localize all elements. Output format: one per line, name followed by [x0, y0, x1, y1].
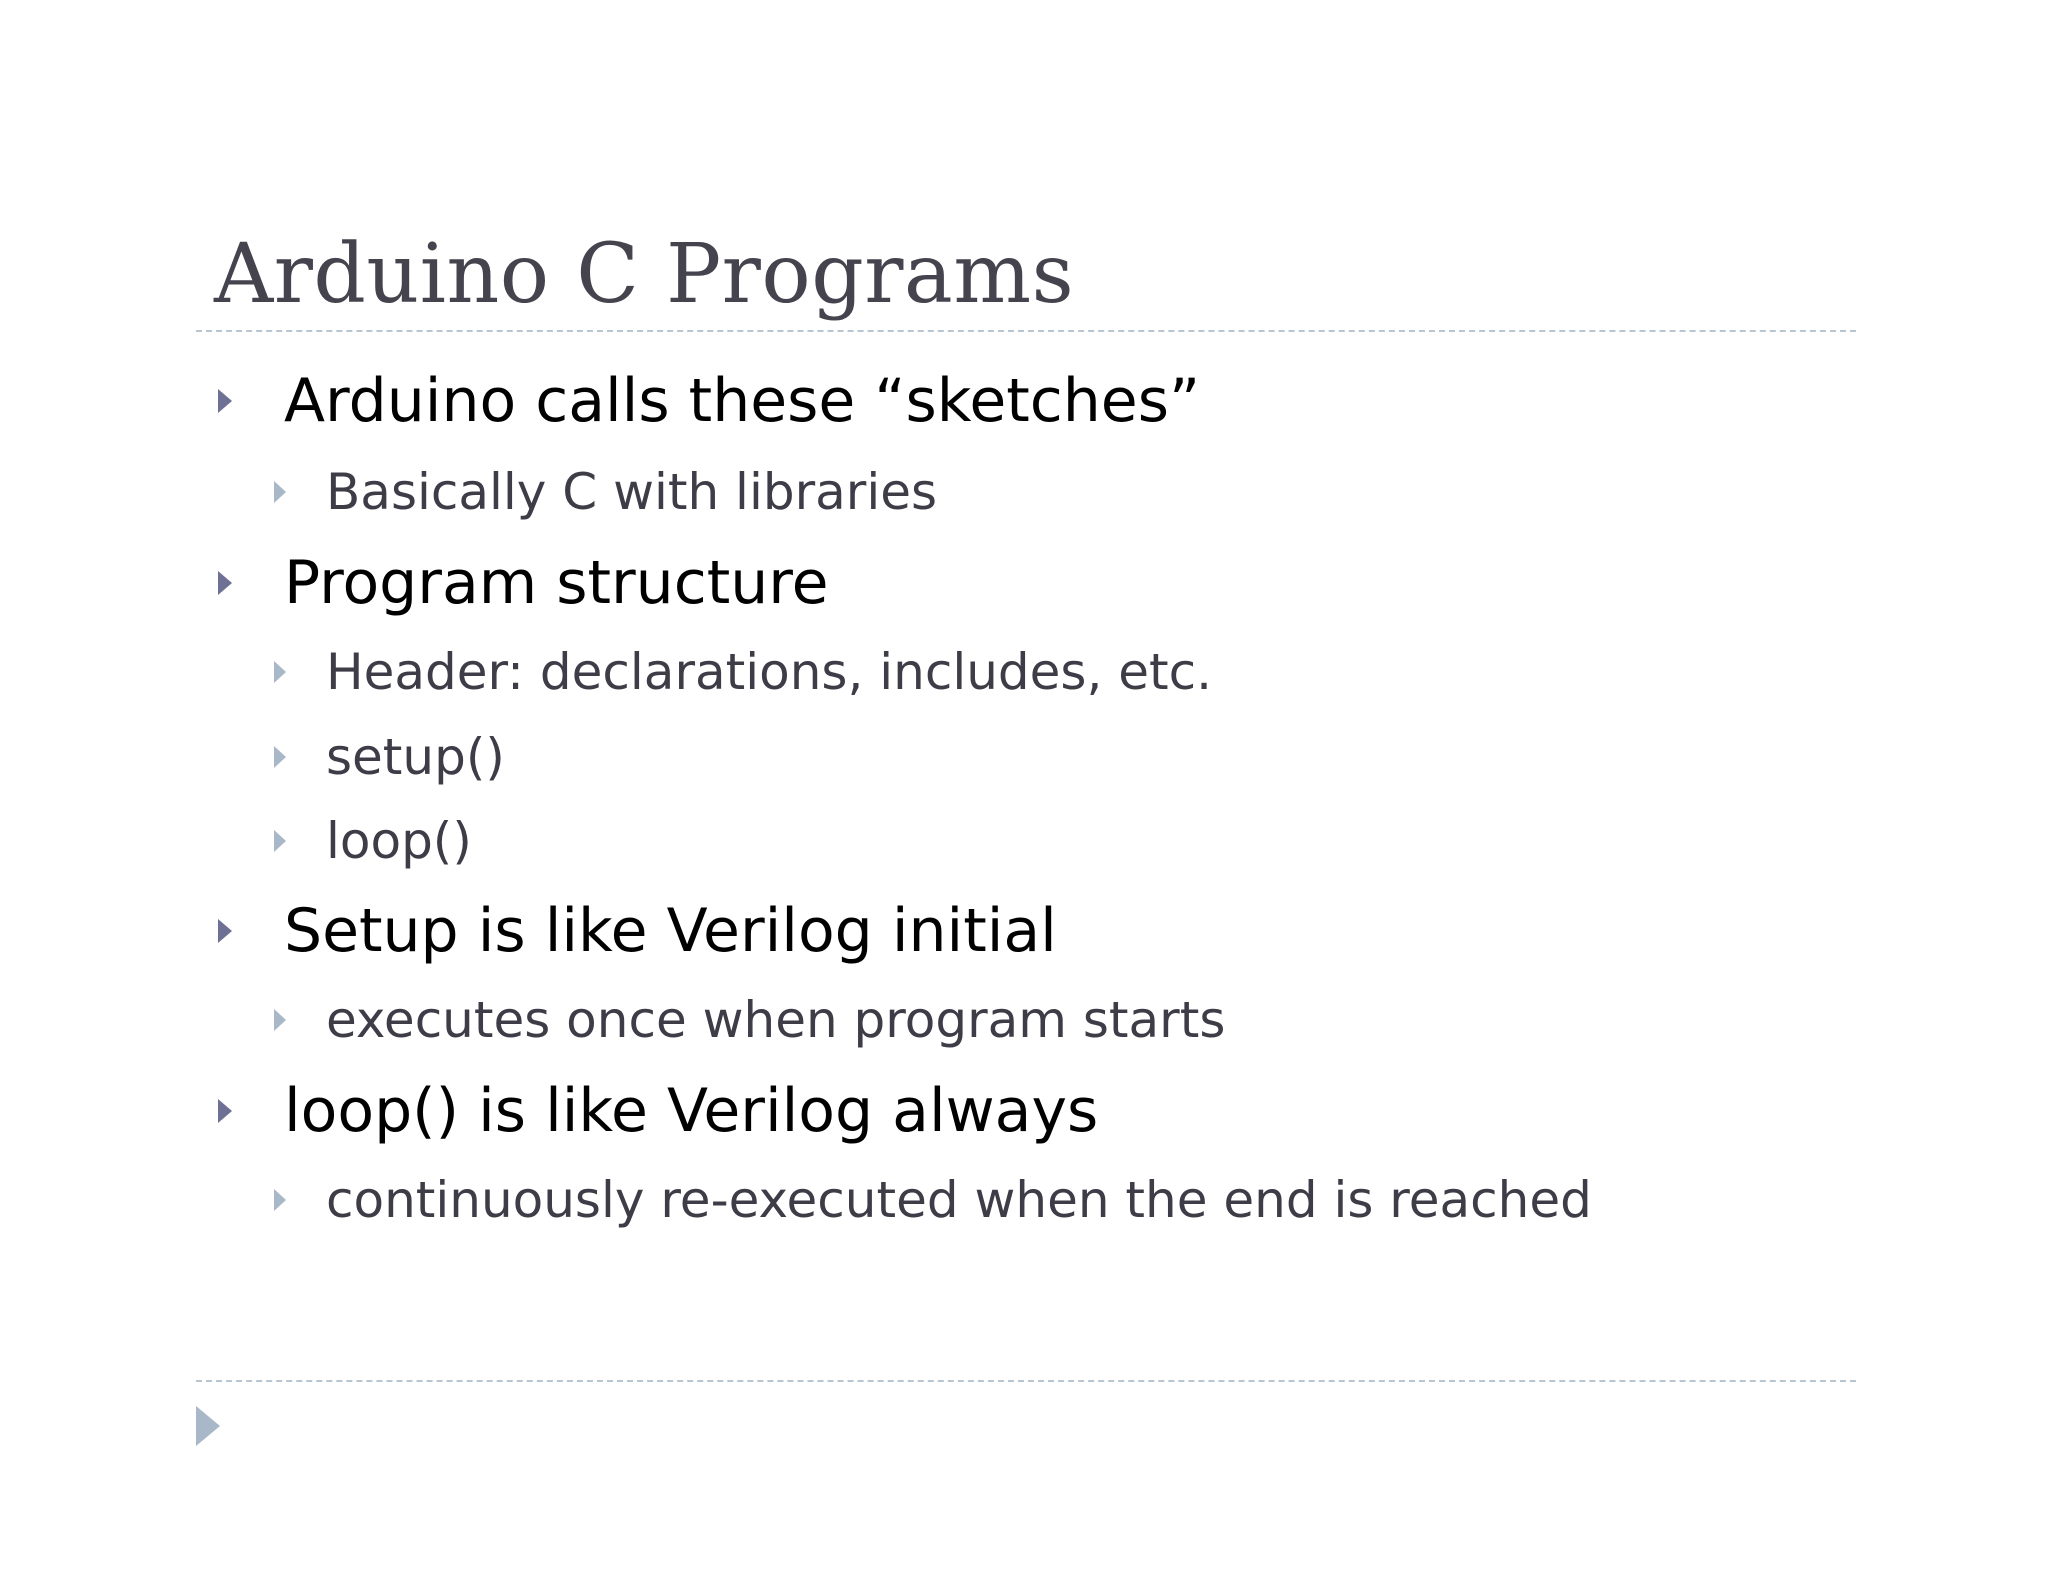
triangle-right-icon [274, 1009, 286, 1031]
sub-bullet-item [274, 728, 505, 786]
sub-bullet-item [274, 991, 1226, 1049]
sub-bullet-text: Basically C with libraries [326, 463, 938, 521]
triangle-right-icon [218, 389, 232, 413]
bullet-text: Setup is like Verilog initial [284, 896, 1057, 966]
sub-bullet-text: setup() [326, 728, 505, 786]
sub-bullet-item [274, 463, 938, 521]
bullet-item [218, 548, 829, 618]
sub-bullet-item [274, 643, 1212, 701]
triangle-right-icon [274, 661, 286, 683]
bullet-text: Program structure [284, 548, 829, 618]
bullet-item [218, 896, 1057, 966]
triangle-right-icon [218, 1099, 232, 1123]
bullet-text: Arduino calls these “sketches” [284, 366, 1201, 436]
bullet-item [218, 366, 1201, 436]
sub-bullet-text: Header: declarations, includes, etc. [326, 643, 1212, 701]
title-divider [196, 330, 1856, 332]
sub-bullet-text: loop() [326, 812, 472, 870]
bullet-item [218, 1076, 1099, 1146]
sub-bullet-text: executes once when program starts [326, 991, 1226, 1049]
triangle-right-icon [274, 830, 286, 852]
sub-bullet-text: continuously re-executed when the end is reached [326, 1171, 1592, 1229]
triangle-right-icon [196, 1406, 220, 1446]
bullet-text: loop() is like Verilog always [284, 1076, 1099, 1146]
triangle-right-icon [218, 571, 232, 595]
triangle-right-icon [274, 1189, 286, 1211]
sub-bullet-item [274, 1171, 1592, 1229]
triangle-right-icon [218, 919, 232, 943]
footer-divider [196, 1380, 1856, 1382]
triangle-right-icon [274, 481, 286, 503]
sub-bullet-item [274, 812, 472, 870]
triangle-right-icon [274, 746, 286, 768]
slide-title: Arduino C Programs [214, 227, 1075, 322]
